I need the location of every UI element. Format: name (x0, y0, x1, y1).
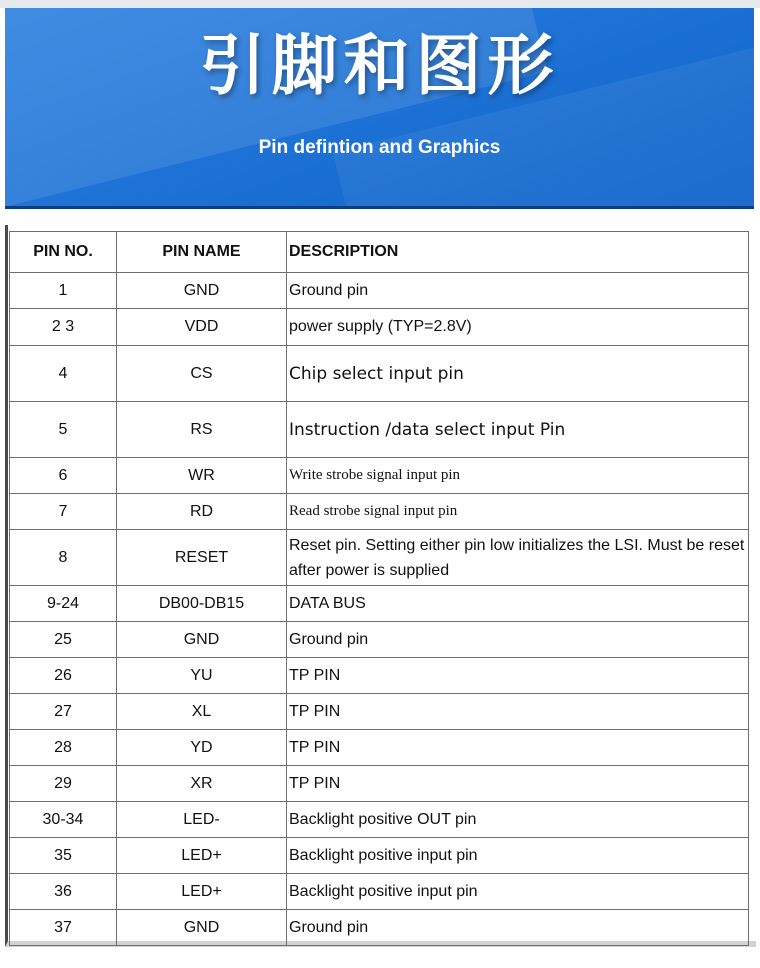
pin-table (9, 231, 749, 946)
pin-no-cell: 1 (10, 273, 117, 309)
pin-no-cell: 25 (10, 622, 117, 658)
pin-name-cell: GND (117, 273, 287, 309)
pin-no-cell: 8 (10, 530, 117, 586)
pin-name-cell: XR (117, 766, 287, 802)
banner (5, 8, 754, 209)
table-row (10, 874, 749, 910)
pin-name-cell: RD (117, 494, 287, 530)
pin-no-cell: 37 (10, 910, 117, 946)
pin-desc-cell: Write strobe signal input pin (287, 458, 749, 494)
pin-desc-cell: Chip select input pin (287, 346, 749, 402)
pin-desc-cell: TP PIN (287, 658, 749, 694)
table-row (10, 766, 749, 802)
pin-no-cell: 6 (10, 458, 117, 494)
pin-desc-cell: Ground pin (287, 910, 749, 946)
pin-name-cell: YU (117, 658, 287, 694)
pin-name-cell: YD (117, 730, 287, 766)
table-row (10, 530, 749, 586)
table-row (10, 694, 749, 730)
pin-desc-cell: Ground pin (287, 622, 749, 658)
table-row (10, 910, 749, 946)
table-row (10, 458, 749, 494)
pin-name-cell: CS (117, 346, 287, 402)
table-row (10, 494, 749, 530)
pin-no-cell: 29 (10, 766, 117, 802)
table-row (10, 402, 749, 458)
pin-name-cell: LED- (117, 802, 287, 838)
pin-no-cell: 28 (10, 730, 117, 766)
table-row (10, 730, 749, 766)
header-description: DESCRIPTION (287, 232, 749, 273)
pin-name-cell: WR (117, 458, 287, 494)
pin-name-cell: GND (117, 910, 287, 946)
pin-desc-cell: Instruction /data select input Pin (287, 402, 749, 458)
pin-desc-cell: power supply (TYP=2.8V) (287, 309, 749, 346)
pin-no-cell: 7 (10, 494, 117, 530)
table-header-row (10, 232, 749, 273)
pin-desc-cell: TP PIN (287, 766, 749, 802)
pin-no-cell: 9-24 (10, 586, 117, 622)
pin-desc-cell: Ground pin (287, 273, 749, 309)
pin-no-cell: 36 (10, 874, 117, 910)
pin-name-cell: GND (117, 622, 287, 658)
pin-no-cell: 30-34 (10, 802, 117, 838)
table-row (10, 838, 749, 874)
table-row (10, 586, 749, 622)
pin-desc-cell: Backlight positive OUT pin (287, 802, 749, 838)
pin-desc-cell: Read strobe signal input pin (287, 494, 749, 530)
header-pin-no: PIN NO. (10, 232, 117, 273)
pin-desc-cell: Backlight positive input pin (287, 838, 749, 874)
top-strip (0, 0, 760, 8)
table-row (10, 346, 749, 402)
pin-no-cell: 35 (10, 838, 117, 874)
header-pin-name: PIN NAME (117, 232, 287, 273)
table-row (10, 309, 749, 346)
table-row (10, 802, 749, 838)
pin-no-cell: 2 3 (10, 309, 117, 346)
pin-no-cell: 26 (10, 658, 117, 694)
page-bottom-margin (0, 956, 760, 968)
pin-no-cell: 27 (10, 694, 117, 730)
pin-desc-cell: TP PIN (287, 730, 749, 766)
banner-title: 引脚和图形 (199, 27, 560, 104)
pin-desc-cell: TP PIN (287, 694, 749, 730)
pin-no-cell: 5 (10, 402, 117, 458)
pin-desc-cell: DATA BUS (287, 586, 749, 622)
pin-name-cell: XL (117, 694, 287, 730)
pin-name-cell: LED+ (117, 838, 287, 874)
pin-desc-cell: Reset pin. Setting either pin low initializes the LSI. Must be reset after power is supplied (287, 530, 749, 586)
pin-name-cell: RESET (117, 530, 287, 586)
table-row (10, 622, 749, 658)
pin-name-cell: VDD (117, 309, 287, 346)
pin-desc-cell: Backlight positive input pin (287, 874, 749, 910)
pin-name-cell: RS (117, 402, 287, 458)
pin-name-cell: LED+ (117, 874, 287, 910)
banner-subtitle: Pin defintion and Graphics (258, 137, 501, 158)
pin-no-cell: 4 (10, 346, 117, 402)
pin-name-cell: DB00-DB15 (117, 586, 287, 622)
table-row (10, 273, 749, 309)
table-row (10, 658, 749, 694)
